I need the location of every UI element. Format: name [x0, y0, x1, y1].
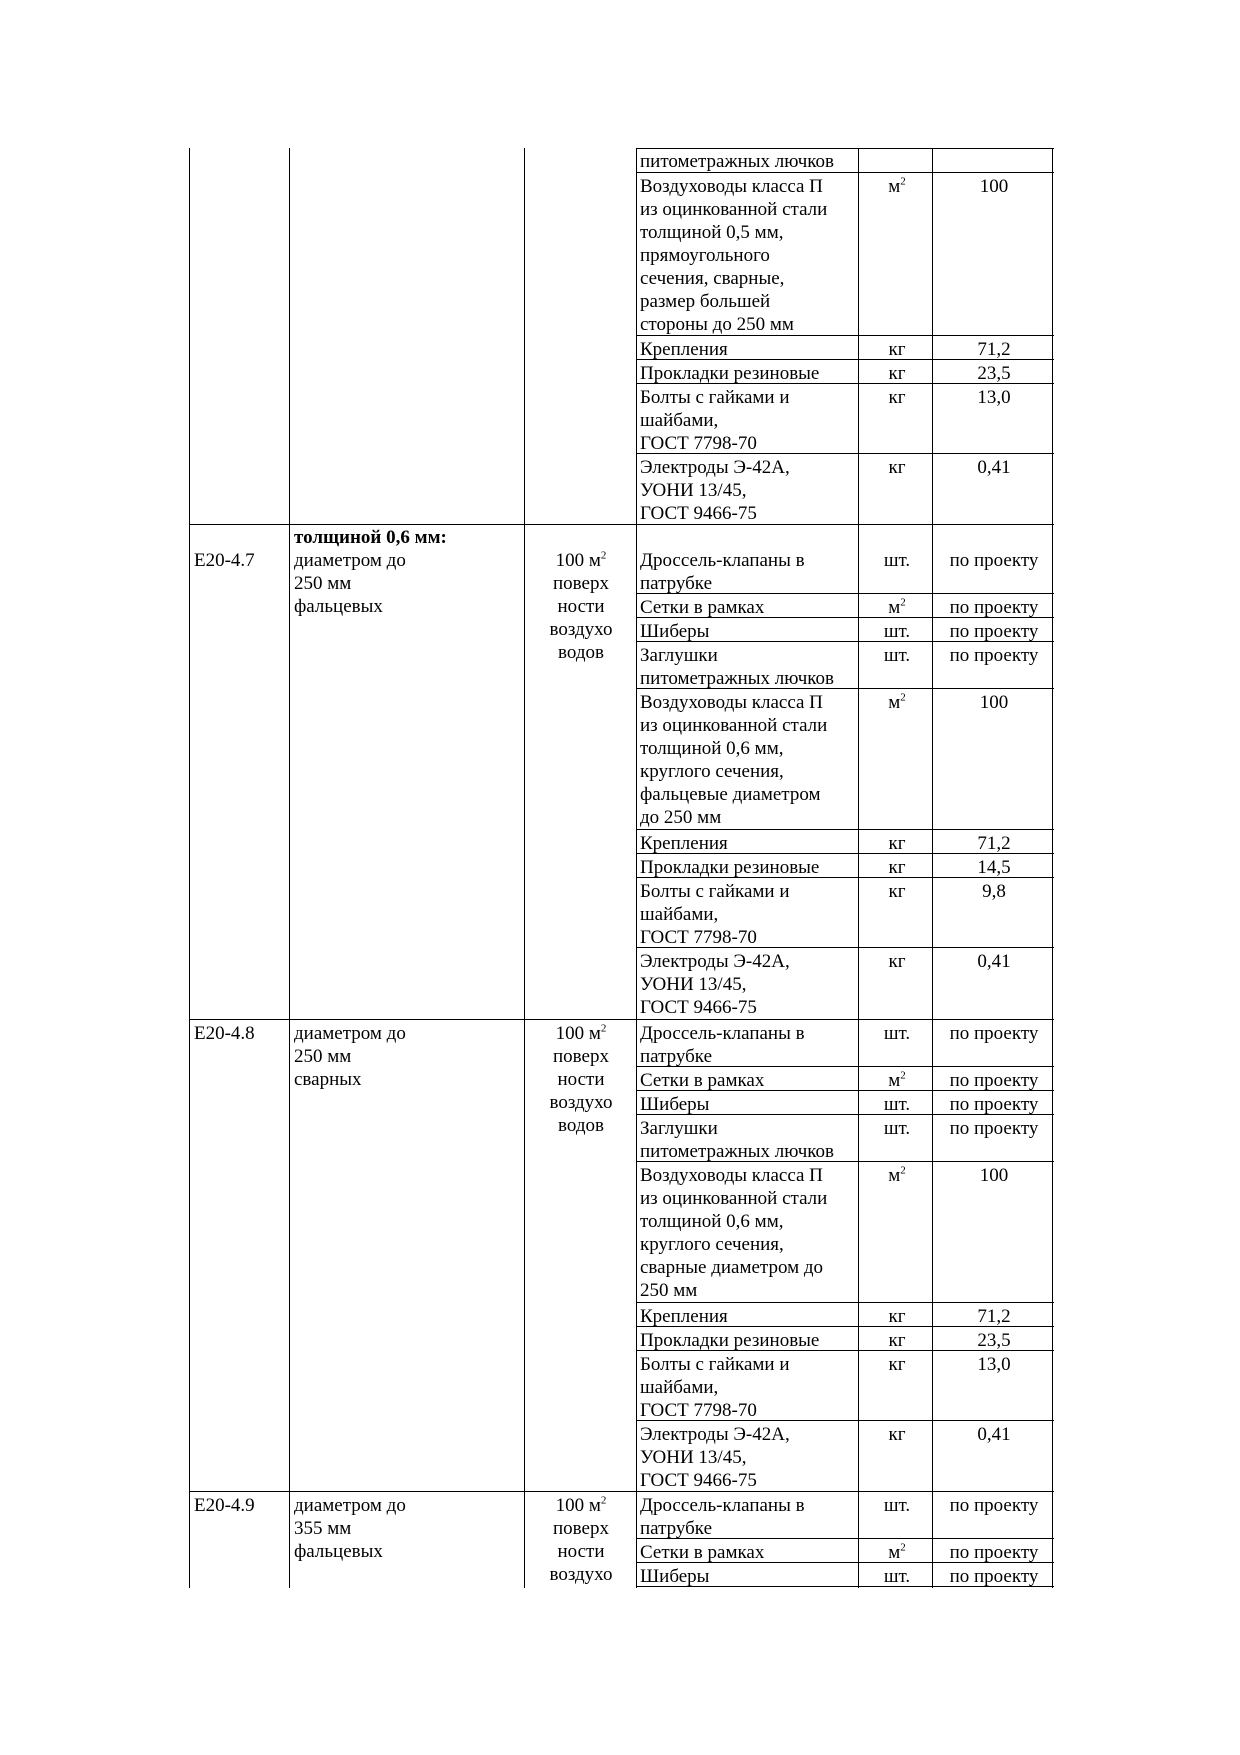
quantity-cell: 13,0 — [977, 1354, 1011, 1375]
table-border — [524, 148, 525, 1588]
quantity-cell: 0,41 — [977, 951, 1011, 972]
quantity-cell: 0,41 — [977, 457, 1011, 478]
unit-cell: шт. — [883, 621, 911, 642]
table-border — [289, 148, 290, 1588]
material-name: Шиберы — [640, 1566, 710, 1587]
material-name: Крепления — [640, 1306, 728, 1327]
table-border — [636, 593, 1054, 594]
unit-cell: шт. — [883, 1094, 911, 1115]
material-name: Дроссель-клапаны в патрубке — [640, 550, 805, 594]
material-name: Прокладки резиновые — [640, 857, 820, 878]
work-title: диаметром до 250 мм фальцевых — [294, 550, 406, 617]
table-border — [636, 1161, 1054, 1162]
measure-unit: 100 $м^2$ поверх ности воздухо водов — [549, 1022, 613, 1136]
material-name: Заглушки питометражных лючков — [640, 1118, 835, 1162]
material-name: Воздуховоды класса П из оцинкованной стали толщиной 0,6 мм, круглого сечения, сварные диаметром до 250 мм — [640, 1165, 828, 1301]
material-name: Болты с гайками и шайбами, ГОСТ 7798-70 — [640, 387, 790, 454]
quantity-cell: по проекту — [949, 1566, 1039, 1587]
measure-unit: 100 $м^2$ поверх ности воздухо водов — [549, 549, 613, 663]
quantity-cell: 71,2 — [977, 833, 1011, 854]
material-name: Заглушки питометражных лючков — [640, 645, 835, 689]
unit-cell: $м^2$ — [888, 691, 906, 713]
unit-cell: кг — [888, 833, 906, 854]
quantity-cell: по проекту — [949, 1023, 1039, 1044]
measure-unit: 100 $м^2$ поверх ности воздухо — [549, 1494, 613, 1585]
material-name: Прокладки резиновые — [640, 1330, 820, 1351]
table-border — [636, 617, 1054, 618]
material-name: Воздуховоды класса П из оцинкованной стали толщиной 0,6 мм, круглого сечения, фальцевые диаметром до 250 мм — [640, 692, 828, 828]
quantity-cell: по проекту — [949, 1070, 1039, 1091]
table-border — [636, 359, 1054, 360]
unit-cell: кг — [888, 1306, 906, 1327]
material-name: Болты с гайками и шайбами, ГОСТ 7798-70 — [640, 881, 790, 948]
quantity-cell: по проекту — [949, 621, 1039, 642]
quantity-cell: 23,5 — [977, 363, 1011, 384]
unit-cell: шт. — [883, 1495, 911, 1516]
position-code: Е20-4.7 — [194, 550, 255, 571]
unit-cell: кг — [888, 363, 906, 384]
quantity-cell: 71,2 — [977, 339, 1011, 360]
table-border — [636, 1350, 1054, 1351]
unit-cell: $м^2$ — [888, 1164, 906, 1186]
table-border — [189, 1491, 1054, 1492]
table-border — [636, 172, 1054, 173]
unit-cell: $м^2$ — [888, 1541, 906, 1563]
table-border — [189, 524, 1054, 525]
material-name: Шиберы — [640, 1094, 710, 1115]
table-border — [636, 829, 1054, 830]
material-name: Электроды Э-42А, УОНИ 13/45, ГОСТ 9466-75 — [640, 951, 790, 1018]
position-code: Е20-4.8 — [194, 1023, 255, 1044]
material-name: Электроды Э-42А, УОНИ 13/45, ГОСТ 9466-75 — [640, 1424, 790, 1491]
unit-cell: шт. — [883, 1118, 911, 1139]
table-border — [636, 1562, 1054, 1563]
table-border — [636, 1326, 1054, 1327]
table-border — [636, 1302, 1054, 1303]
material-name: Электроды Э-42А, УОНИ 13/45, ГОСТ 9466-75 — [640, 457, 790, 524]
unit-cell: шт. — [883, 550, 911, 571]
quantity-cell: по проекту — [949, 597, 1039, 618]
table-border — [636, 1066, 1054, 1067]
quantity-cell: 14,5 — [977, 857, 1011, 878]
table-border — [636, 1114, 1054, 1115]
table-border — [636, 453, 1054, 454]
table-border — [189, 148, 190, 1588]
unit-cell: кг — [888, 857, 906, 878]
quantity-cell: по проекту — [949, 1094, 1039, 1115]
material-name: Сетки в рамках — [640, 1542, 765, 1563]
quantity-cell: по проекту — [949, 550, 1039, 571]
table-border — [858, 148, 859, 1588]
unit-cell: кг — [888, 387, 906, 408]
material-name: Дроссель-клапаны в патрубке — [640, 1495, 805, 1539]
quantity-cell: 0,41 — [977, 1424, 1011, 1445]
quantity-cell: 9,8 — [982, 881, 1006, 902]
table-border — [636, 947, 1054, 948]
unit-cell: кг — [888, 1354, 906, 1375]
table-border — [1052, 148, 1053, 1588]
table-border — [932, 148, 933, 1588]
table-border — [636, 148, 637, 1588]
table-border — [636, 148, 1054, 149]
unit-cell: шт. — [883, 1566, 911, 1587]
material-name: Болты с гайками и шайбами, ГОСТ 7798-70 — [640, 1354, 790, 1421]
quantity-cell: по проекту — [949, 1118, 1039, 1139]
position-code: Е20-4.9 — [194, 1495, 255, 1516]
quantity-cell: 23,5 — [977, 1330, 1011, 1351]
table-border — [636, 383, 1054, 384]
quantity-cell: 100 — [979, 692, 1009, 713]
quantity-cell: по проекту — [949, 1495, 1039, 1516]
material-name: Крепления — [640, 339, 728, 360]
material-name: Сетки в рамках — [640, 597, 765, 618]
unit-cell: кг — [888, 1424, 906, 1445]
quantity-cell: 100 — [979, 176, 1009, 197]
quantity-cell: по проекту — [949, 1542, 1039, 1563]
material-name: Сетки в рамках — [640, 1070, 765, 1091]
material-name: Прокладки резиновые — [640, 363, 820, 384]
unit-cell: $м^2$ — [888, 1069, 906, 1091]
quantity-cell: 71,2 — [977, 1306, 1011, 1327]
table-border — [636, 853, 1054, 854]
table-border — [636, 688, 1054, 689]
material-name: Дроссель-клапаны в патрубке — [640, 1023, 805, 1067]
unit-cell: $м^2$ — [888, 175, 906, 197]
quantity-cell: 100 — [979, 1165, 1009, 1186]
unit-cell: кг — [888, 457, 906, 478]
quantity-cell: 13,0 — [977, 387, 1011, 408]
table-border — [189, 1019, 1054, 1020]
table-border — [636, 877, 1054, 878]
unit-cell: кг — [888, 1330, 906, 1351]
work-title: диаметром до 355 мм фальцевых — [294, 1495, 406, 1562]
table-border — [636, 1090, 1054, 1091]
material-name: Шиберы — [640, 621, 710, 642]
table-border — [636, 335, 1054, 336]
unit-cell: шт. — [883, 645, 911, 666]
material-name: Воздуховоды класса П из оцинкованной стали толщиной 0,5 мм, прямоугольного сечения, сварные, размер большей стороны до 250 мм — [640, 176, 828, 335]
table-border — [636, 641, 1054, 642]
unit-cell: кг — [888, 951, 906, 972]
table-border — [636, 1420, 1054, 1421]
section-heading: толщиной 0,6 мм: — [294, 527, 447, 548]
table-border — [636, 1586, 1054, 1587]
unit-cell: $м^2$ — [888, 596, 906, 618]
table-border — [636, 1538, 1054, 1539]
material-name: Крепления — [640, 833, 728, 854]
unit-cell: кг — [888, 881, 906, 902]
material-name: питометражных лючков — [640, 151, 835, 172]
unit-cell: шт. — [883, 1023, 911, 1044]
unit-cell: кг — [888, 339, 906, 360]
work-title: диаметром до 250 мм сварных — [294, 1023, 406, 1090]
quantity-cell: по проекту — [949, 645, 1039, 666]
